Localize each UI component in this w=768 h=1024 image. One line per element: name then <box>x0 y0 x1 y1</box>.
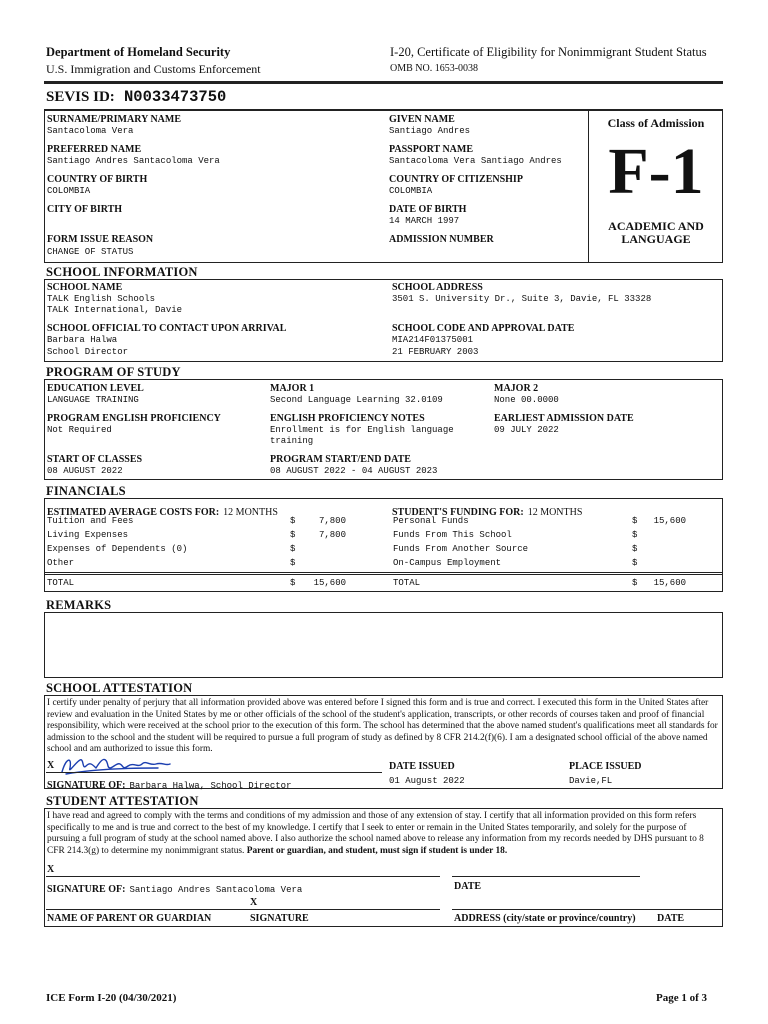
funding-name: Funds From This School <box>393 530 512 540</box>
header-rule <box>44 81 723 84</box>
preferred-name-value: Santiago Andres Santacoloma Vera <box>47 156 220 166</box>
parent-signature-line <box>46 909 440 910</box>
cost-total-value: 15,600 <box>313 578 346 588</box>
proficiency-notes-line2: training <box>270 436 314 446</box>
omb-number: OMB NO. 1653-0038 <box>390 63 479 74</box>
dob-value: 14 MARCH 1997 <box>389 216 460 226</box>
cost-total-label: TOTAL <box>47 578 75 588</box>
funding-currency: $ <box>632 544 638 554</box>
school-code-value: MIA214F01375001 <box>392 335 474 345</box>
place-issued-value: Davie,FL <box>569 776 613 786</box>
funding-label: STUDENT'S FUNDING FOR: <box>392 507 524 518</box>
dept-name: Department of Homeland Security <box>46 45 231 59</box>
funding-amount: 15,600 <box>653 516 686 526</box>
class-type-line2: LANGUAGE <box>621 232 691 246</box>
cost-amount: 7,800 <box>318 530 346 540</box>
financials-total-rule1 <box>44 572 723 573</box>
funding-total-value: 15,600 <box>653 578 686 588</box>
school-info-box <box>44 279 723 362</box>
date-issued-label: DATE ISSUED <box>389 761 455 772</box>
student-signature-of <box>47 879 302 897</box>
costs-label: ESTIMATED AVERAGE COSTS FOR: <box>47 507 220 518</box>
funding-period: 12 MONTHS <box>527 507 583 518</box>
earliest-admission-value: 09 JULY 2022 <box>494 425 559 435</box>
funding-currency: $ <box>632 530 638 540</box>
surname-label: SURNAME/PRIMARY NAME <box>47 114 181 125</box>
agency-name: U.S. Immigration and Customs Enforcement <box>46 62 261 76</box>
cost-name: Tuition and Fees <box>47 516 134 526</box>
funding-total-label: TOTAL <box>393 578 421 588</box>
school-signature-line <box>46 772 382 773</box>
english-proficiency-value: Not Required <box>47 425 112 435</box>
earliest-admission-label: EARLIEST ADMISSION DATE <box>494 413 634 424</box>
sevis-id: N0033473750 <box>124 88 227 106</box>
major1-label: MAJOR 1 <box>270 383 315 394</box>
sevis-label: SEVIS ID: <box>46 89 115 105</box>
cost-currency: $ <box>290 558 296 568</box>
given-name-value: Santiago Andres <box>389 126 471 136</box>
financials-total-rule2 <box>44 574 723 575</box>
school-address-label: SCHOOL ADDRESS <box>392 282 483 293</box>
passport-name-value: Santacoloma Vera Santiago Andres <box>389 156 562 166</box>
school-signature-label: SIGNATURE OF: <box>47 780 126 791</box>
program-dates-value: 08 AUGUST 2022 - 04 AUGUST 2023 <box>270 466 438 476</box>
parent-name-label: NAME OF PARENT OR GUARDIAN <box>47 913 212 924</box>
parent-date-label: DATE <box>657 913 685 924</box>
program-dates-label: PROGRAM START/END DATE <box>270 454 411 465</box>
class-type-line1: ACADEMIC AND <box>608 219 704 233</box>
school-attestation-text: I certify under penalty of perjury that all information provided above was entered before I signed this form and is true and correct. I executed this form in the United States after review and evaluation in the United States by me or other officials of the school of the student's application, transcripts, or other records of courses taken and proof of financial responsibility, which were received at the school prior to the execution of this form. The school has determined that the above named student's qualifications meet all standards for admission to the school and the student will be required to pursue a full program of study as defined by 8 CFR 214.2(f)(6). I am a designated school official of the above named school and am authorized to issue this form. <box>47 698 718 755</box>
financials-heading: FINANCIALS <box>46 484 126 498</box>
cost-name: Expenses of Dependents (0) <box>47 544 188 554</box>
school-official-name: Barbara Halwa <box>47 335 118 345</box>
form-number: ICE Form I-20 (04/30/2021) <box>46 992 177 1004</box>
funding-name: Funds From Another Source <box>393 544 529 554</box>
school-sign-x: X <box>47 760 55 771</box>
start-of-classes-label: START OF CLASSES <box>47 454 143 465</box>
cost-currency: $ <box>290 530 296 540</box>
major2-label: MAJOR 2 <box>494 383 539 394</box>
major2-value: None 00.0000 <box>494 395 559 405</box>
cost-currency: $ <box>290 544 296 554</box>
admission-number-label: ADMISSION NUMBER <box>389 234 494 245</box>
program-heading: PROGRAM OF STUDY <box>46 365 181 379</box>
country-of-birth-value: COLOMBIA <box>47 186 91 196</box>
student-attestation-body: I have read and agreed to comply with the terms and conditions of my admission and those of any extension of stay. I certify that all information provided on this form refers specifically to me and is true and correct to the best of my knowledge. I certify that I seek to enter or remain in the United States temporarily, and solely for the purpose of pursuing a full program of study at the school named above. I also authorize the school named above to release any information from my records needed by DHS pursuant to 8 CFR 214.3(g) to determine my nonimmigrant status. <box>47 811 704 856</box>
funding-name: Personal Funds <box>393 516 469 526</box>
student-date-label: DATE <box>454 881 482 892</box>
place-issued-label: PLACE ISSUED <box>569 761 642 772</box>
page-number: Page 1 of 3 <box>655 992 707 1004</box>
parent-sign-x: X <box>250 897 258 908</box>
student-date-line <box>452 876 640 877</box>
student-attestation-bold: Parent or guardian, and student, must sign if student is under 18. <box>246 845 508 856</box>
funding-total-currency: $ <box>632 578 638 588</box>
cost-currency: $ <box>290 516 296 526</box>
start-of-classes-value: 08 AUGUST 2022 <box>47 466 123 476</box>
costs-period: 12 MONTHS <box>223 507 278 518</box>
passport-name-label: PASSPORT NAME <box>389 144 474 155</box>
cost-total-currency: $ <box>290 578 296 588</box>
proficiency-notes-label: ENGLISH PROFICIENCY NOTES <box>270 413 425 424</box>
school-attestation-heading: SCHOOL ATTESTATION <box>46 681 193 695</box>
student-attestation-heading: STUDENT ATTESTATION <box>46 794 199 808</box>
school-campus-value: TALK International, Davie <box>47 305 183 315</box>
class-of-admission-label: Class of Admission <box>607 116 705 130</box>
remarks-heading: REMARKS <box>46 598 112 612</box>
cost-name: Other <box>47 558 75 568</box>
cost-amount: 7,800 <box>318 516 346 526</box>
school-address-value: 3501 S. University Dr., Suite 3, Davie, FL 33328 <box>392 294 652 304</box>
education-level-value: LANGUAGE TRAINING <box>47 395 139 405</box>
parent-signature-label: SIGNATURE <box>250 913 309 924</box>
parent-address-line <box>452 909 722 910</box>
student-signature-label: SIGNATURE OF: <box>47 884 126 895</box>
citizenship-label: COUNTRY OF CITIZENSHIP <box>389 174 523 185</box>
school-official-label: SCHOOL OFFICIAL TO CONTACT UPON ARRIVAL <box>47 323 287 334</box>
student-signature-line <box>46 876 440 877</box>
school-code-label: SCHOOL CODE AND APPROVAL DATE <box>392 323 575 334</box>
remarks-box <box>44 612 723 678</box>
funding-name: On-Campus Employment <box>393 558 502 568</box>
issue-reason-value: CHANGE OF STATUS <box>47 247 134 257</box>
preferred-name-label: PREFERRED NAME <box>47 144 142 155</box>
major1-value: Second Language Learning 32.0109 <box>270 395 443 405</box>
issue-reason-label: FORM ISSUE REASON <box>47 234 154 245</box>
school-name-label: SCHOOL NAME <box>47 282 123 293</box>
proficiency-notes-line1: Enrollment is for English language <box>270 425 454 435</box>
parent-address-label: ADDRESS (city/state or province/country) <box>454 913 636 924</box>
funding-currency: $ <box>632 558 638 568</box>
education-level-label: EDUCATION LEVEL <box>47 383 144 394</box>
approval-date-value: 21 FEBRUARY 2003 <box>392 347 479 357</box>
student-attestation-text <box>47 811 719 857</box>
cost-name: Living Expenses <box>47 530 129 540</box>
date-issued-value: 01 August 2022 <box>389 776 465 786</box>
dob-label: DATE OF BIRTH <box>389 204 467 215</box>
citizenship-value: COLOMBIA <box>389 186 433 196</box>
country-of-birth-label: COUNTRY OF BIRTH <box>47 174 148 185</box>
class-code: F-1 <box>608 135 704 208</box>
school-official-title: School Director <box>47 347 129 357</box>
city-of-birth-label: CITY OF BIRTH <box>47 204 123 215</box>
english-proficiency-label: PROGRAM ENGLISH PROFICIENCY <box>47 413 221 424</box>
school-signature-name: Barbara Halwa, School Director <box>129 781 292 791</box>
student-signature-name: Santiago Andres Santacoloma Vera <box>129 885 303 895</box>
school-name-value: TALK English Schools <box>47 294 156 304</box>
funding-currency: $ <box>632 516 638 526</box>
student-sign-x: X <box>47 864 55 875</box>
school-info-heading: SCHOOL INFORMATION <box>46 265 198 279</box>
surname-value: Santacoloma Vera <box>47 126 134 136</box>
given-name-label: GIVEN NAME <box>389 114 455 125</box>
form-title: I-20, Certificate of Eligibility for Nonimmigrant Student Status <box>390 45 707 59</box>
school-signature-of <box>47 775 291 793</box>
